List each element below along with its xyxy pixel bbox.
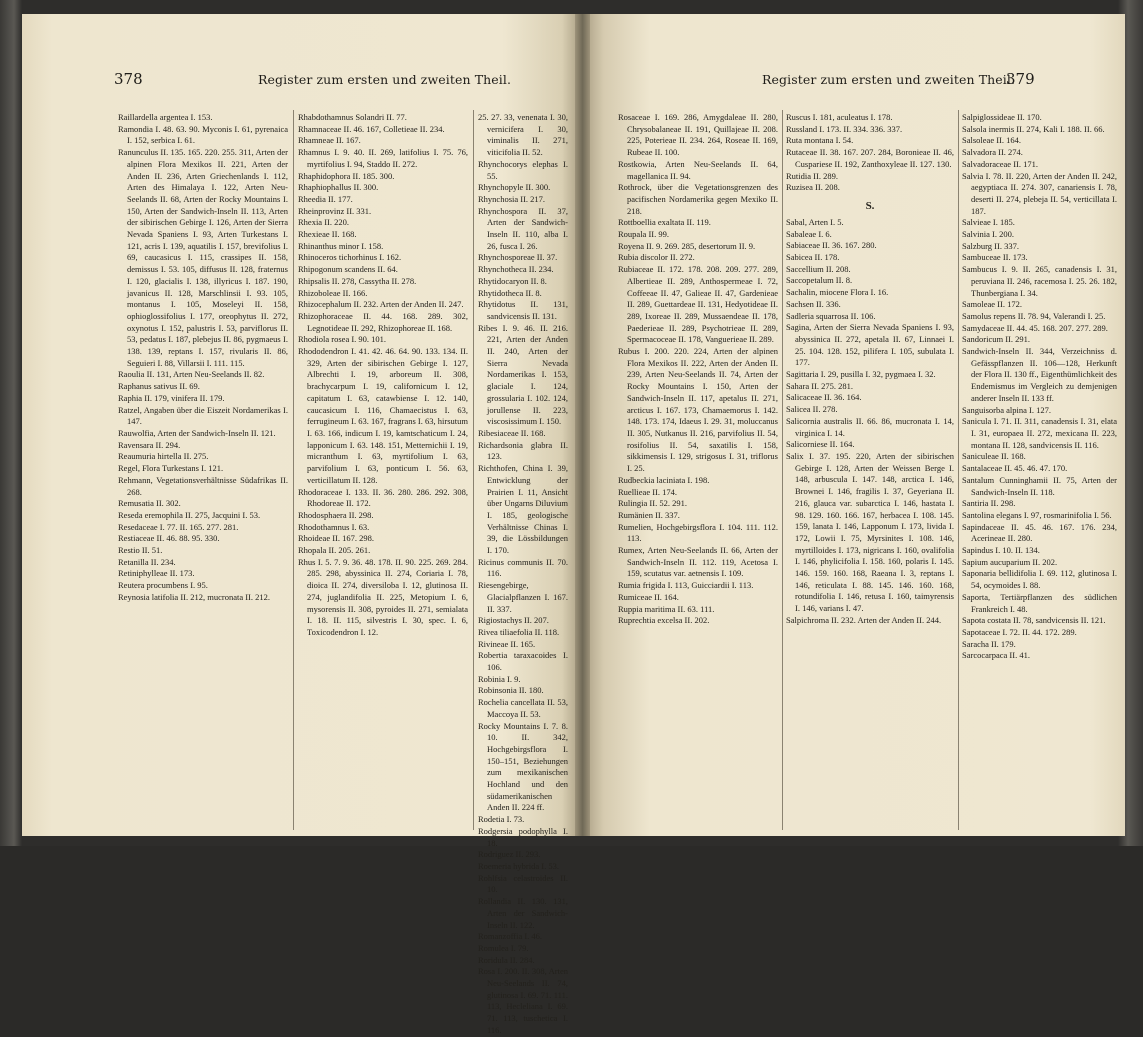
right-running-title: Register zum ersten und zweiten Theil.: [762, 72, 1016, 87]
index-entry: Sapindaceae II. 45. 46. 167. 176. 234, Acerineae II. 280.: [962, 521, 1117, 544]
index-entry: Rhaphidophora II. 185. 300.: [298, 170, 395, 181]
index-entry: Rhamnaceae II. 46. 167, Colletieae II. 234.: [298, 123, 445, 134]
index-entry: Rocky Mountains I. 7. 8. 10. II. 342, Hochgebirgsflora I. 150–151, Beziehungen zum mexikanischen Hochland und den südamerikanischen Anden II. 224 ff.: [478, 720, 568, 813]
index-entry: Rhizocephalum II. 232. Arten der Anden II. 247.: [298, 299, 464, 310]
index-entry: Ratzel, Angaben über die Eiszeit Nordamerikas I. 147.: [118, 404, 288, 427]
index-entry: Rhipsalis II. 278, Cassytha II. 278.: [298, 275, 417, 286]
left-page: [22, 14, 575, 1035]
index-entry: Remusatia II. 302.: [118, 498, 181, 509]
index-entry: Rutidia II. 289.: [786, 170, 838, 181]
left-column-1: [118, 112, 288, 604]
index-entry: Salzburg II. 337.: [962, 240, 1019, 251]
index-entry: Saniculeae II. 168.: [962, 451, 1026, 462]
index-entry: Rhytidotheca II. 8.: [478, 287, 542, 298]
index-entry: Salsoleae II. 164.: [962, 135, 1022, 146]
index-entry: Sagina, Arten der Sierra Nevada Spaniens I. 93, abyssinica II. 272, apetala II. 67, Linnaei I. 25. 104. 128. 152, pilifera I. 105, subulata I. 177.: [786, 322, 954, 368]
index-entry: Reseda eremophila II. 275, Jacquini I. 53.: [118, 509, 261, 520]
index-entry: Ruzisea II. 208.: [786, 182, 840, 193]
index-entry: Sambuceae II. 173.: [962, 252, 1028, 263]
index-entry: Sapium aucuparium II. 202.: [962, 556, 1058, 567]
index-entry: Restiaceae II. 46. 88. 95. 330.: [118, 533, 220, 544]
index-entry: Salicea II. 278.: [786, 404, 838, 415]
index-entry: Sabicea II. 178.: [786, 252, 840, 263]
index-entry: Sandwich-Inseln II. 344, Verzeichniss d. Gefässpflanzen II. 106—128, Herkunft der Flora II. 130 ff., Eigenthümlichkeit des Endemismus im Vergleich zu demjenigen anderer Inseln II. 133 ff.: [962, 346, 1117, 403]
right-column-1: [618, 112, 778, 627]
index-entry: Richthofen, China I. 39, Entwicklung der Prairien I. 11, Ansicht über Ungarns Diluvium I. 185, geologische Verhältnisse Chinas I. 39, die Lössbildungen I. 170.: [478, 463, 568, 556]
index-entry: Sabal, Arten I. 5.: [786, 216, 844, 227]
index-entry: Ruprechtia excelsa II. 202.: [618, 615, 710, 626]
index-entry: Rutaceae II. 38. 167. 207. 284, Boronieae II. 46, Cuspariese II. 192, Zanthoxyleae II. 127. 130.: [786, 147, 954, 169]
index-entry: Rohlfsia celastroides II. 10.: [478, 872, 568, 895]
index-entry: Sabiaceae II. 36. 167. 280.: [786, 240, 877, 251]
index-entry: Rhinanthus minor I. 158.: [298, 240, 384, 251]
index-entry: Roupala II. 99.: [618, 229, 669, 240]
index-entry: Rhodoraceae I. 133. II. 36. 280. 286. 292. 308, Rhodoreae II. 172.: [298, 486, 468, 509]
column-rule: [473, 110, 474, 830]
index-entry: Romulea I. 79.: [478, 942, 529, 953]
left-page-number: 378: [114, 70, 143, 88]
index-entry: Samoleae II. 172.: [962, 299, 1022, 310]
index-entry: Santolina elegans I. 97, rosmarinifolia I. 56.: [962, 509, 1112, 520]
column-rule: [958, 110, 959, 830]
index-entry: Sagittaria I. 29, pusilla I. 32, pygmaea I. 32.: [786, 369, 936, 380]
index-entry: Sachsen II. 336.: [786, 298, 841, 309]
index-entry: Raphia II. 179, vinifera II. 179.: [118, 392, 225, 403]
index-entry: Robinia I. 9.: [478, 673, 521, 684]
index-entry: Rhabdothamnus Solandri II. 77.: [298, 112, 407, 122]
index-entry: Sarcocarpaca II. 41.: [962, 650, 1030, 661]
index-entry: Regel, Flora Turkestans I. 121.: [118, 463, 224, 474]
index-entry: Rhus I. 5. 7. 9. 36. 48. 178. II. 90. 225. 269. 284. 285. 298, abyssinica II. 274, Coriaria I. 78, dioica II. 274, diversiloba I. 12, glutinosa II. 274, juglandifolia II. 225, Metopium I. 6, mysorensis II. 308, pyroides II. 271, semialata I. 18. II. 115, silvestris I. 30, spec. I. 6, Toxicodendron I. 12.: [298, 556, 468, 637]
index-entry: Rodetia I. 73.: [478, 814, 525, 825]
index-entry: Rumelien, Hochgebirgsflora I. 104. 111. 112. 113.: [618, 521, 778, 544]
index-entry: Rheedia II. 177.: [298, 193, 353, 204]
index-entry: Rhynchosporeae II. 37.: [478, 252, 558, 263]
index-entry: Retanilla II. 234.: [118, 556, 176, 567]
index-entry: Riesengebirge, Glacialpflanzen I. 167. II. 337.: [478, 580, 568, 614]
index-entry: Ranunculus II. 135. 165. 220. 255. 311, Arten der alpinen Flora Mexikos II. 221, Arten der Anden II. 236, Arten Griechenlands I. 112, Arten des Himalaya I. 122, Arten Neu-Seelands II. 68, Arten der Rocky Mountains I. 150, Arten der Sandwich-Inseln II. 113, Arten der sibirischen Gebirge I. 126, Arten der Sierra Nevada Spaniens I. 93, Arten Turkestans I. 121, acris I. 139, aquatilis I. 157, brevifolius I. 69, caucasicus I. 115, crassipes II. 158, demissus I. 53. 105, diffusus II. 128, fraternus I. 120, glacialis I. 138, illyricus I. 187. 190, javanicus II. 128, Marschlinsii I. 93. 105, montanus I. 105, Moseleyi II. 158, ophioglossifolius I. 177, oreophytus II. 272, oxynotus I. 152, palustris I. 53, parviflorus II. 53, pedatus I. 187, plebejus II. 86, pygmaeus I. 138. 139, reptans I. 157, rivularis II. 86, Seguieri I. 88, Villarsii I. 111. 115.: [118, 147, 288, 368]
index-entry: Rheinprovinz II. 331.: [298, 205, 372, 216]
index-entry: Rhizophoraceae II. 44. 168. 289. 302, Legnotideae II. 292, Rhizophoreae II. 168.: [298, 310, 468, 333]
index-entry: Salvadora II. 274.: [962, 147, 1023, 158]
index-entry: Saponaria bellidifolia I. 69. 112, glutinosa I. 54, ocymoides I. 88.: [962, 568, 1117, 591]
index-entry: Ravensara II. 294.: [118, 439, 181, 450]
index-entry: Santiria II. 298.: [962, 498, 1016, 509]
index-entry: Restio II. 51.: [118, 545, 163, 556]
index-entry: Rottboellia exaltata II. 119.: [618, 217, 711, 228]
left-running-title: Register zum ersten und zweiten Theil.: [258, 72, 512, 87]
index-entry: Roridula II. 284.: [478, 954, 535, 965]
index-entry: Salicaceae II. 36. 164.: [786, 392, 862, 403]
index-entry: Rudbeckia laciniata I. 198.: [618, 474, 710, 485]
index-entry: Rubiaceae II. 172. 178. 208. 209. 277. 289, Albertieae II. 289, Anthospermeae I. 72, Coffeeae II. 47, Galieae II. 47, Gardenieae II. 289, Guettardeae II. 131, Hedyotideae II. 289, Ixoreae II. 289, Mussaendeae II. 178, Paederieae II. 289, Psychotrieae II. 289, Spermacoceae II. 178, Vanguerieae II. 289.: [618, 264, 778, 345]
index-entry: Rhexieae II. 168.: [298, 229, 357, 240]
index-entry: Robertia taraxacoides I. 106.: [478, 650, 568, 673]
index-entry: Rosa I. 200. II. 308, Arten Neu-Seelands II. 74, glutinosa I. 69. 71. 111. 113, Hecleliana I. 69. 71. 113, tuschetica I. 116.: [478, 966, 568, 1035]
index-entry: Saccopetalum II. 8.: [786, 275, 853, 286]
index-entry: Rulingia II. 52. 291.: [618, 498, 687, 509]
index-entry: Rhodosphaera II. 298.: [298, 509, 374, 520]
index-entry: Rauwolfia, Arten der Sandwich-Inseln II. 121.: [118, 427, 276, 438]
index-entry: Reynosia latifolia II. 212, mucronata II. 212.: [118, 591, 271, 602]
book-gutter: [575, 14, 590, 836]
column-rule: [293, 110, 294, 830]
index-entry: Sandoricum II. 291.: [962, 334, 1030, 345]
index-entry: Richardsonia glabra II. 123.: [478, 439, 568, 462]
index-entry: Ramondia I. 48. 63. 90. Myconis I. 61, pyrenaica I. 152, serbica I. 61.: [118, 123, 288, 146]
index-entry: Salsola inermis II. 274, Kali I. 188. II. 66.: [962, 123, 1105, 134]
right-column-2: [786, 112, 954, 627]
right-column-3: [962, 112, 1117, 662]
index-entry: Rigiostachys II. 207.: [478, 615, 549, 626]
index-entry: Salvieae I. 185.: [962, 217, 1015, 228]
index-entry: Raillardella argentea I. 153.: [118, 112, 213, 122]
index-entry: Rodgersia podophylla I. 18.: [478, 825, 568, 848]
index-entry: Rhytidocaryon II. 8.: [478, 275, 547, 286]
index-entry: Rubus I. 200. 220. 224, Arten der alpinen Flora Mexikos II. 222, Arten der Anden II. 239, Arten Neu-Seelands II. 74, Arten der Rocky Mountains I. 150, Arten der Sandwich-Inseln II. 117, apetalus II. 271, arcticus I. 167. 173, Chamaemorus I. 142. 148. 173. 174, Idaeus I. 29. 31, moluccanus II. 305, Nutkanus II. 216, parvifolius II. 54, rosifolius II. 54, saxatilis I. 158, sikkimensis I. 129, strigosus I. 31, triflorus I. 25.: [618, 346, 778, 474]
index-entry: Sabaleae I. 6.: [786, 228, 832, 239]
index-entry: Santalaceae II. 45. 46. 47. 170.: [962, 463, 1068, 474]
index-entry: Sadleria squarrosa II. 106.: [786, 310, 876, 321]
index-entry: Rivineae II. 165.: [478, 638, 536, 649]
index-entry: Sahara II. 275. 281.: [786, 380, 854, 391]
index-entry: Rhoideae II. 167. 298.: [298, 533, 375, 544]
index-entry: Ruta montana I. 54.: [786, 135, 854, 146]
index-entry: Rosaceae I. 169. 286, Amygdaleae II. 280, Chrysobalaneae II. 191, Quillajeae II. 208. 225, Poterieae II. 234. 264, Roseae II. 169, Rubeae II. 100.: [618, 112, 778, 158]
left-column-2: [298, 112, 468, 639]
index-entry: Rumiceae II. 164.: [618, 591, 679, 602]
index-entry: Rhopala II. 205. 261.: [298, 545, 371, 556]
index-entry: Ruscus I. 181, aculeatus I. 178.: [786, 112, 893, 122]
index-entry: Saccellium II. 208.: [786, 263, 851, 274]
index-entry: Rothrock, über die Vegetationsgrenzen des pacifischen Nordamerika gegen Mexiko II. 218.: [618, 182, 778, 216]
index-entry: Salicorniese II. 164.: [786, 439, 855, 450]
index-entry: Rhexia II. 220.: [298, 217, 349, 228]
index-entry: Rhamnus I. 9. 40. II. 269, latifolius I. 75. 76, myrtifolius I. 94, Staddo II. 272.: [298, 147, 468, 169]
index-entry: Rumänien II. 337.: [618, 509, 680, 520]
column-rule: [782, 110, 783, 830]
index-entry: Rhodothamnus I. 63.: [298, 521, 370, 532]
index-entry: Salpiglossideae II. 170.: [962, 112, 1042, 122]
section-heading: S.: [865, 199, 875, 212]
index-entry: Saporta, Tertiärpflanzen des südlichen Frankreich I. 48.: [962, 591, 1117, 614]
index-entry: Rhamneae II. 167.: [298, 135, 361, 146]
index-entry: Rostkowia, Arten Neu-Seelands II. 64, magellanica II. 94.: [618, 158, 778, 181]
index-entry: Samydaceae II. 44. 45. 168. 207. 277. 289.: [962, 322, 1108, 333]
index-entry: Rhipogonum scandens II. 64.: [298, 264, 398, 275]
index-entry: Reutera procumbens I. 95.: [118, 580, 208, 591]
index-entry: Samolus repens II. 78. 94, Valerandi I. 25.: [962, 310, 1106, 321]
index-entry: Rhytidotus II. 131, sandvicensis II. 131.: [478, 299, 568, 321]
index-entry: Sambucus I. 9. II. 265, canadensis I. 31, peruviana II. 246, racemosa I. 25. 26. 182, Thunbergiana I. 34.: [962, 264, 1117, 298]
index-entry: Rhynchotheca II. 234.: [478, 264, 554, 275]
right-page: [590, 14, 1125, 836]
index-entry: Sachalin, miocene Flora I. 16.: [786, 287, 889, 298]
index-entry: Raoulia II. 131, Arten Neu-Seelands II. 82.: [118, 369, 265, 380]
index-entry: Rhynchopyle II. 300.: [478, 182, 551, 193]
index-entry: Rehmann, Vegetationsverhältnisse Südafrikas II. 268.: [118, 474, 288, 497]
index-entry: Rubia discolor II. 272.: [618, 252, 695, 263]
index-entry: Rollandia II. 130. 131, Arten der Sandwich-Inseln II. 122.: [478, 896, 568, 930]
index-entry: Ribes I. 9. 46. II. 216. 221, Arten der Anden II. 240, Arten der Sierra Nevada Nordamerikas I. 153, glaciale I. 124, grossularia I. 102. 124, jorullense II. 223, viscosissimum I. 150.: [478, 322, 568, 427]
index-entry: Rumex, Arten Neu-Seelands II. 66, Arten der Sandwich-Inseln II. 112. 119, Acetosa I. 159, scutatus var. aetnensis I. 109.: [618, 545, 778, 579]
index-entry: Ruellieae II. 174.: [618, 486, 678, 497]
index-entry: Salpichroma II. 232. Arten der Anden II. 244.: [786, 614, 942, 625]
index-entry: Robinsonia II. 180.: [478, 685, 544, 696]
right-page-number: 379: [1006, 70, 1035, 88]
index-entry: Ricinus communis II. 70. 116.: [478, 556, 568, 579]
index-entry: Retiniphylleae II. 173.: [118, 568, 195, 579]
index-entry: Roemeria hybrida I. 53.: [478, 861, 559, 871]
index-entry: Rochelia cancellata II. 53, Maccoya II. 53.: [478, 697, 568, 719]
index-entry: Rhaphiophallus II. 300.: [298, 182, 379, 193]
index-entry: Royena II. 9. 269. 285, desertorum II. 9.: [618, 240, 756, 251]
index-entry: Rhinoceros tichorhinus I. 162.: [298, 252, 402, 263]
index-entry: Rhynchospora II. 37, Arten der Sandwich-Inseln II. 110, alba I. 26, fusca I. 26.: [478, 205, 568, 251]
index-entry: Salvadoraceae II. 171.: [962, 158, 1038, 169]
index-entry: Rhynchocorys elephas I. 55.: [478, 158, 568, 181]
index-entry: Sapindus I. 10. II. 134.: [962, 545, 1040, 556]
index-entry: Rhynchosia II. 217.: [478, 193, 546, 204]
index-entry: Salicornia australis II. 66. 86, mucronata I. 14, virginica I. 14.: [786, 415, 954, 438]
index-entry: Rivea tiliaefolia II. 118.: [478, 626, 560, 637]
index-entry: 25. 27. 33, venenata I. 30, vernicifera I. 30, viminalis II. 271, viticifolia II. 52.: [478, 112, 568, 158]
index-entry: Rhododendron I. 41. 42. 46. 64. 90. 133. 134. II. 329, Arten der sibirischen Gebirge I. 127, Albrechti I. 19, arboreum II. 308, brachycarpum I. 19, californicum I. 12, capitatum I. 63, catawbiense I. 12. 140, caucasicum I. 116, Chamaecistus I. 63, ferrugineum I. 63. 167, fragrans I. 63, hirsutum I. 63. 166, indicum I. 19, kamtschaticum I. 24, lapponicum I. 63. 148. 151, Metternichii I. 19, micranthum I. 63, myrtifolium I. 63, parvifolium I. 63, ponticum I. 56. 63, verticillatum II. 128.: [298, 346, 468, 485]
index-entry: Sanguisorba alpina I. 127.: [962, 404, 1051, 415]
index-entry: Reaumuria hirtella II. 275.: [118, 451, 209, 462]
index-entry: Santalum Cunninghamii II. 75, Arten der Sandwich-Inseln II. 118.: [962, 474, 1117, 497]
index-entry: Raphanus sativus II. 69.: [118, 381, 200, 392]
index-entry: Rhizoboleae II. 166.: [298, 287, 368, 298]
index-entry: Sanicula I. 71. II. 311, canadensis I. 31, elata I. 31, europaea II. 272, mexicana II. 223, montana II. 128, sandvicensis II. 116.: [962, 416, 1117, 450]
index-entry: Ruppia maritima II. 63. 111.: [618, 603, 715, 614]
index-entry: Russland I. 173. II. 334. 336. 337.: [786, 123, 903, 134]
index-entry: Resedaceae I. 77. II. 165. 277. 281.: [118, 521, 239, 532]
index-entry: Salvinia I. 200.: [962, 229, 1014, 240]
index-entry: Salix I. 37. 195. 220, Arten der sibirischen Gebirge I. 128, Arten der Weissen Berge I. 148, arbuscula I. 147. 148, arctica I. 146, Brownei I. 146, fragilis I. 37, Geyeriana II. 216, glauca var. subarctica I. 146, hastata I. 98. 129. 160. 166. 167, herbacea I. 108. 145. 159, lanata I. 146, Lapponum I. 173, livida I. 172, Lowii I. 75, Myrsinites I. 108. 146, myrtilloides I. 173, nigricans I. 160, ovalifolia I. 146, phylicifolia I. 158. 160, polaris I. 145. 146. 159. 160. 168, Raeana I. 3, reptans I. 146, reticulata I. 88. 145. 146. 160. 168, rotundifolia I. 146, retusa I. 160, taimyrensis I. 146, varians I. 47.: [786, 450, 954, 614]
index-entry: Ribesiaceae II. 168.: [478, 427, 546, 438]
index-entry: Sapotaceae I. 72. II. 44. 172. 289.: [962, 626, 1077, 637]
index-entry: Rumia frigida I. 113, Guicciardii I. 113.: [618, 580, 754, 591]
index-entry: Rhodiola rosea I. 90. 101.: [298, 334, 387, 345]
index-entry: Rodriguez II. 293.: [478, 849, 541, 860]
index-entry: Sapota costata II. 78, sandvicensis II. 121.: [962, 615, 1106, 626]
index-entry: Romanzoffia I. 46.: [478, 931, 543, 942]
index-entry: Salvia I. 78. II. 220, Arten der Anden II. 242, aegyptiaca II. 274. 307, canariensis I. 78, deserti II. 274, plebeja II. 54, verticillata I. 187.: [962, 170, 1117, 216]
left-column-3: [478, 112, 568, 1037]
index-entry: Saracha II. 179.: [962, 638, 1016, 649]
